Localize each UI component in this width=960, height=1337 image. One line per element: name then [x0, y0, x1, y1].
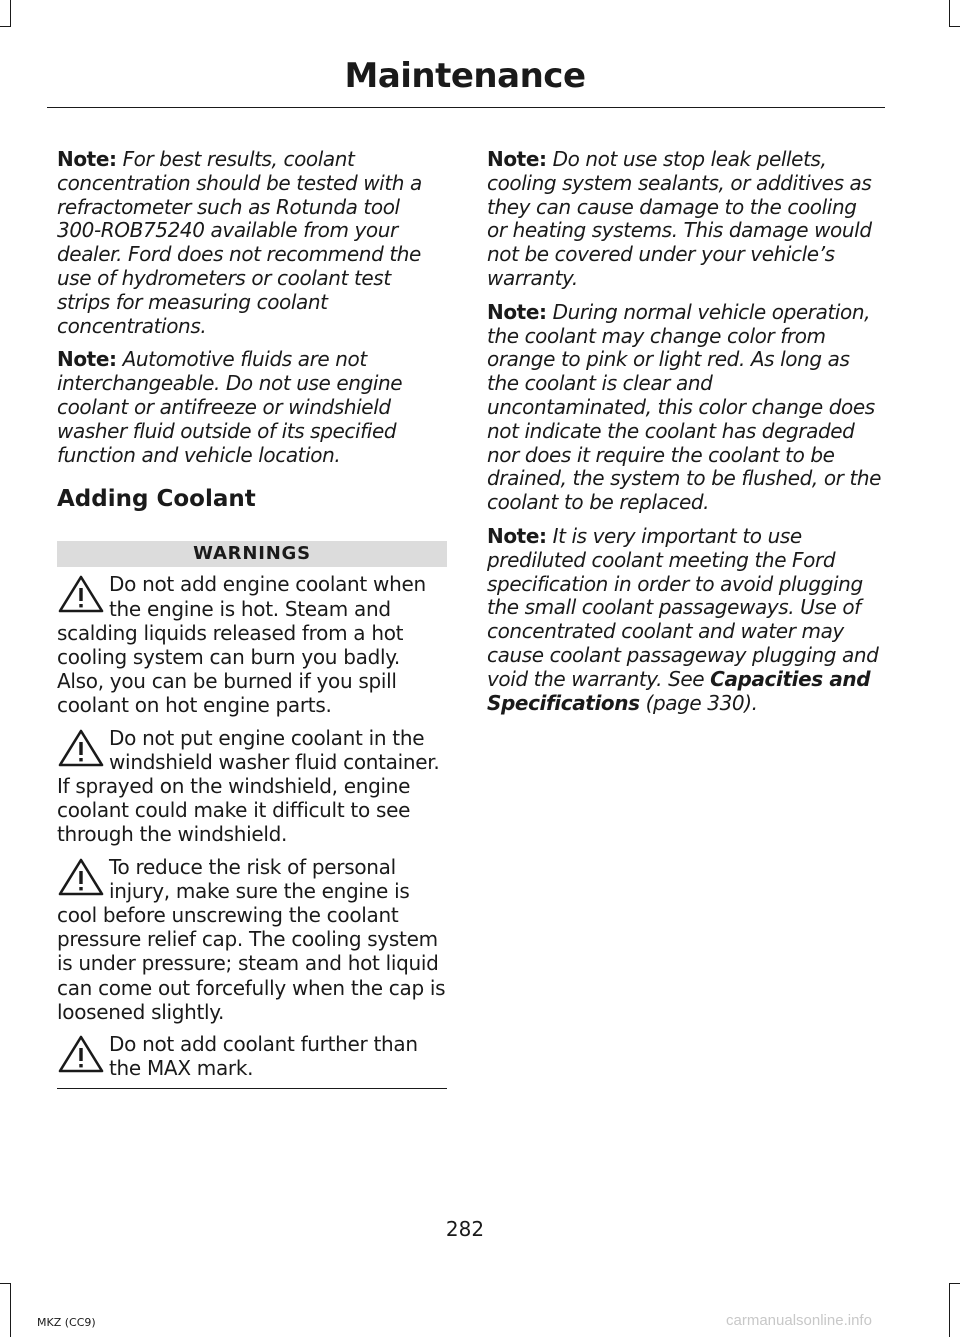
header-rule: [47, 107, 885, 108]
warning-text: Do not add coolant further than the MAX mark.: [109, 1032, 418, 1081]
warning-triangle-icon: [57, 574, 105, 614]
crop-mark: [949, 26, 960, 27]
note-label: Note:: [487, 299, 547, 324]
warning-text: To reduce the risk of personal injury, make sure the engine is cool before unscrewing the coolant pressure relief cap. The cooling system is under pressure; steam and hot liquid can come out forcefully when the cap is loosened slightly.: [57, 854, 446, 1024]
note-label: Note:: [487, 147, 547, 171]
note-label: Note:: [487, 523, 547, 548]
note-paragraph: [57, 148, 447, 338]
warning-item: [57, 855, 447, 1024]
crop-mark: [0, 1283, 11, 1284]
cross-reference-link[interactable]: Capacities and Specifications: [487, 666, 871, 715]
left-column: [57, 148, 447, 1089]
note-paragraph: [487, 148, 882, 291]
page-reference: (page 330).: [639, 690, 758, 715]
warning-triangle-icon: [57, 857, 105, 897]
right-column: [487, 148, 882, 725]
crop-mark: [949, 0, 950, 26]
warning-text: Do not put engine coolant in the windshield washer fluid container. If sprayed on the windshield, engine coolant could make it difficult to see through the windshield.: [57, 725, 440, 847]
note-label: Note:: [57, 147, 117, 171]
section-heading: Adding Coolant: [57, 486, 256, 513]
warning-item: [57, 726, 447, 847]
crop-mark: [949, 1283, 960, 1284]
page-number: 282: [445, 1217, 485, 1241]
note-paragraph: [57, 348, 447, 467]
warnings-heading: WARNINGS: [57, 541, 447, 567]
watermark: carmanualsonline.info: [726, 1312, 872, 1329]
warning-item: [57, 1032, 447, 1080]
warning-text: Do not add engine coolant when the engine is hot. Steam and scalding liquids released from a hot cooling system can burn you badly. Also, you can be burned if you spill coolant on hot engine parts.: [57, 572, 426, 718]
note-text: Automotive fluids are not interchangeable. Do not use engine coolant or antifreeze or windshield washer fluid outside of its specified function and vehicle location.: [57, 347, 403, 467]
crop-mark: [10, 1283, 11, 1337]
crop-mark: [0, 26, 11, 27]
warnings-end-rule: [57, 1088, 447, 1089]
note-text: During normal vehicle operation, the coolant may change color from orange to pink or light red. As long as the coolant is clear and uncontaminated, this color change does not indicate the coolant has degraded nor does it require the coolant to be drained, the system to be flushed, or the coolant to be replaced.: [487, 299, 882, 515]
crop-mark: [10, 0, 11, 26]
page-title: Maintenance: [344, 56, 586, 96]
note-label: Note:: [57, 347, 117, 372]
note-text: For best results, coolant concentration should be tested with a refractometer such as Rotunda tool 300-ROB75240 available from your dealer. Ford does not recommend the use of hydrometers or coolant test strips for measuring coolant concentrations.: [57, 147, 422, 338]
crop-mark: [949, 1283, 950, 1337]
note-paragraph: [487, 301, 882, 515]
warning-triangle-icon: [57, 728, 105, 768]
note-paragraph: [487, 525, 882, 715]
warning-triangle-icon: [57, 1034, 105, 1074]
note-text: It is very important to use prediluted coolant meeting the Ford specification in order to avoid plugging the small coolant passageways. Use of concentrated coolant and water may cause coolant passageway plugging and void the warranty. See: [487, 523, 879, 691]
model-code: MKZ (CC9): [37, 1316, 96, 1329]
note-text: Do not use stop leak pellets, cooling system sealants, or additives as they can cause damage to the cooling or heating systems. This damage would not be covered under your vehicle’s warranty.: [487, 147, 872, 290]
warning-item: [57, 572, 447, 717]
